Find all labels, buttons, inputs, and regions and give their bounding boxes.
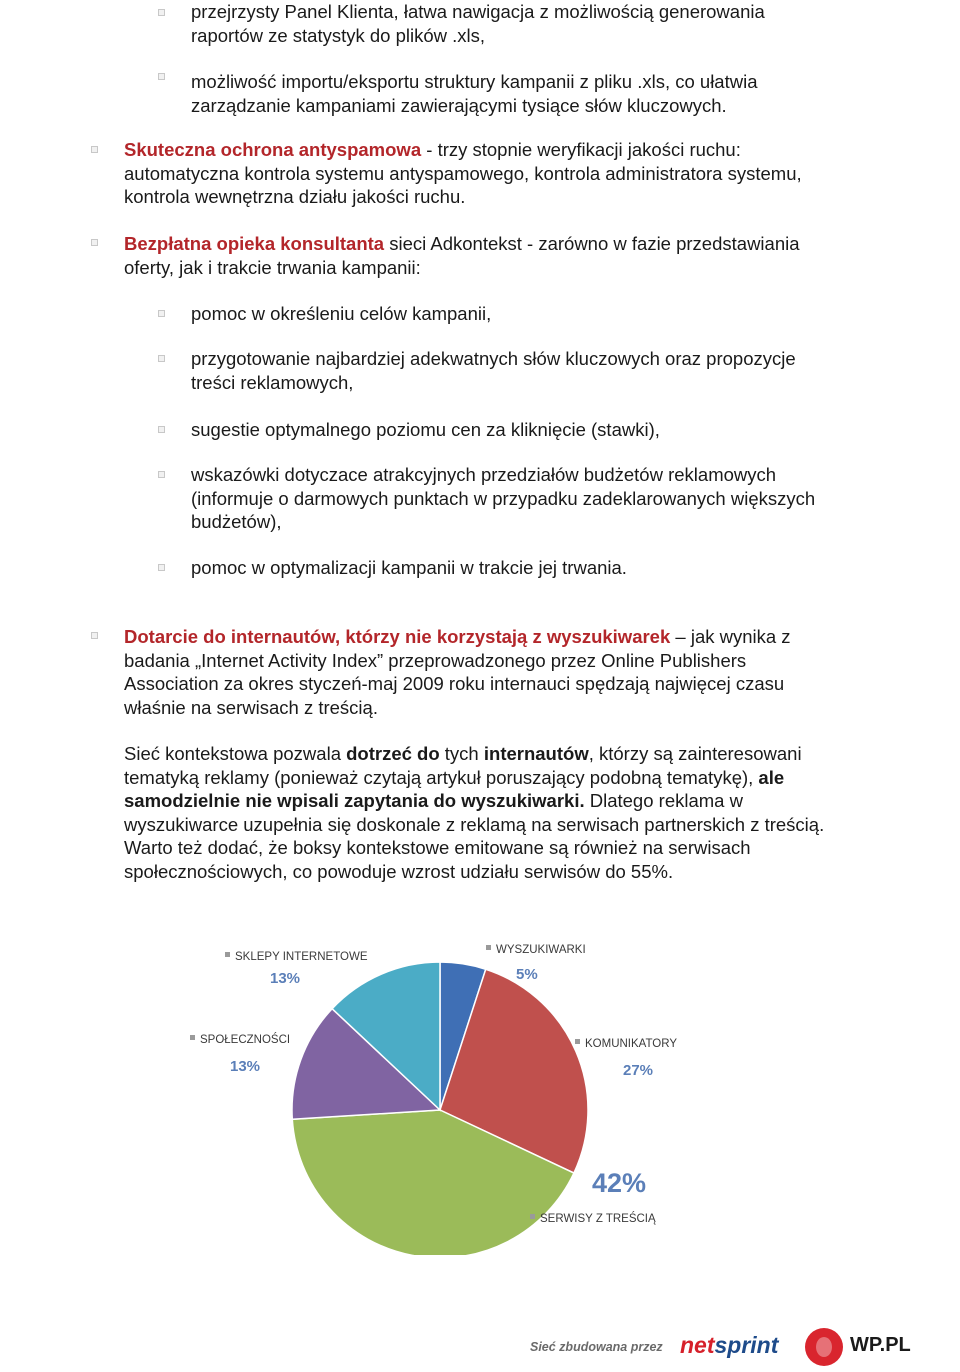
sub-bullet-icon bbox=[158, 310, 165, 317]
paragraph: Sieć kontekstowa pozwala dotrzeć do tych internautów, którzy są zainteresowani tematyką reklamy (ponieważ czytają artykuł poruszający podobną tematykę), ale samodzielnie nie wpisali zapytania do wyszukiwarki. Dlatego reklama w wyszukiwarce uzupełnia się doskonale z reklamą na serwisach partnerskich z treścią. Warto też dodać, że boksy kontekstowe emitowane są również na serwisach społecznościowych, co powoduje wzrost udziału serwisów do 55%. bbox=[124, 743, 825, 882]
list-item: możliwość importu/eksportu struktury kampanii z pliku .xls, co ułatwia zarządzanie kampaniami zawierającymi tysiące słów kluczowych. bbox=[191, 71, 758, 116]
reach-title: Dotarcie do internautów, którzy nie korzystają z wyszukiwarek bbox=[124, 626, 671, 647]
pie-chart bbox=[160, 925, 720, 1255]
legend-bullet-icon bbox=[530, 1214, 535, 1219]
list-item: pomoc w optymalizacji kampanii w trakcie jej trwania. bbox=[191, 557, 627, 578]
slice-label: KOMUNIKATORY bbox=[585, 1038, 678, 1050]
slice-value-label: 42% bbox=[592, 1168, 647, 1198]
legend-bullet-icon bbox=[486, 945, 491, 950]
list-item: sugestie optymalnego poziomu cen za kliknięcie (stawki), bbox=[191, 419, 660, 440]
footer-sponsor-text: Sieć zbudowana przez bbox=[530, 1340, 663, 1354]
slice-label: SERWISY Z TREŚCIĄ bbox=[540, 1213, 656, 1225]
slice-value-label: 13% bbox=[230, 1058, 261, 1075]
slice-value-label: 13% bbox=[270, 970, 301, 987]
slice-label: WYSZUKIWARKI bbox=[496, 944, 586, 956]
list-item: pomoc w określeniu celów kampanii, bbox=[191, 303, 492, 324]
list-item-antispam: Skuteczna ochrona antyspamowa - trzy stopnie weryfikacji jakości ruchu: automatyczna kontrola systemu antyspamowego, kontrola administratora systemu, kontrola wewnętrzna działu jakości ruchu. bbox=[124, 139, 802, 207]
sub-bullet-icon bbox=[158, 471, 165, 478]
bullet-icon bbox=[91, 239, 98, 246]
list-item: przejrzysty Panel Klienta, łatwa nawigacja z możliwością generowania raportów ze statystyk do plików .xls, bbox=[191, 1, 765, 46]
slice-value-label: 5% bbox=[516, 966, 538, 983]
slice-value-label: 27% bbox=[623, 1062, 654, 1079]
bullet-icon bbox=[91, 632, 98, 639]
netsprint-logo: netsprint bbox=[680, 1332, 779, 1358]
consult-title: Bezpłatna opieka konsultanta bbox=[124, 233, 385, 254]
list-item: wskazówki dotyczace atrakcyjnych przedziałów budżetów reklamowych (informuje o darmowych punktach w przypadku zadeklarowanych większych budżetów), bbox=[191, 464, 816, 532]
list-item-reach: Dotarcie do internautów, którzy nie korzystają z wyszukiwarek – jak wynika z badania „Internet Activity Index” przeprowadzonego przez Online Publishers Association za okres styczeń-maj 2009 roku internauci spędzają najwięcej czasu właśnie na serwisach z treścią. bbox=[124, 626, 791, 718]
sub-bullet-icon bbox=[158, 9, 165, 16]
slice-label: SPOŁECZNOŚCI bbox=[200, 1034, 291, 1046]
pie-chart-svg bbox=[160, 925, 720, 1255]
sub-bullet-icon bbox=[158, 426, 165, 433]
legend-bullet-icon bbox=[190, 1035, 195, 1040]
legend-bullet-icon bbox=[575, 1039, 580, 1044]
bullet-icon bbox=[91, 146, 98, 153]
list-item: przygotowanie najbardziej adekwatnych słów kluczowych oraz propozycje treści reklamowych, bbox=[191, 348, 796, 393]
sub-bullet-icon bbox=[158, 355, 165, 362]
sub-bullet-icon bbox=[158, 564, 165, 571]
antispam-title: Skuteczna ochrona antyspamowa bbox=[124, 139, 422, 160]
wp-badge-icon bbox=[805, 1328, 843, 1366]
sub-bullet-icon bbox=[158, 73, 165, 80]
wp-logo: WP.PL bbox=[850, 1334, 911, 1356]
legend-bullet-icon bbox=[225, 952, 230, 957]
slice-label: SKLEPY INTERNETOWE bbox=[235, 951, 368, 963]
footer bbox=[520, 1320, 920, 1370]
list-item-consult: Bezpłatna opieka konsultanta sieci Adkontekst - zarówno w fazie przedstawiania oferty, jak i trakcie trwania kampanii: bbox=[124, 233, 800, 278]
